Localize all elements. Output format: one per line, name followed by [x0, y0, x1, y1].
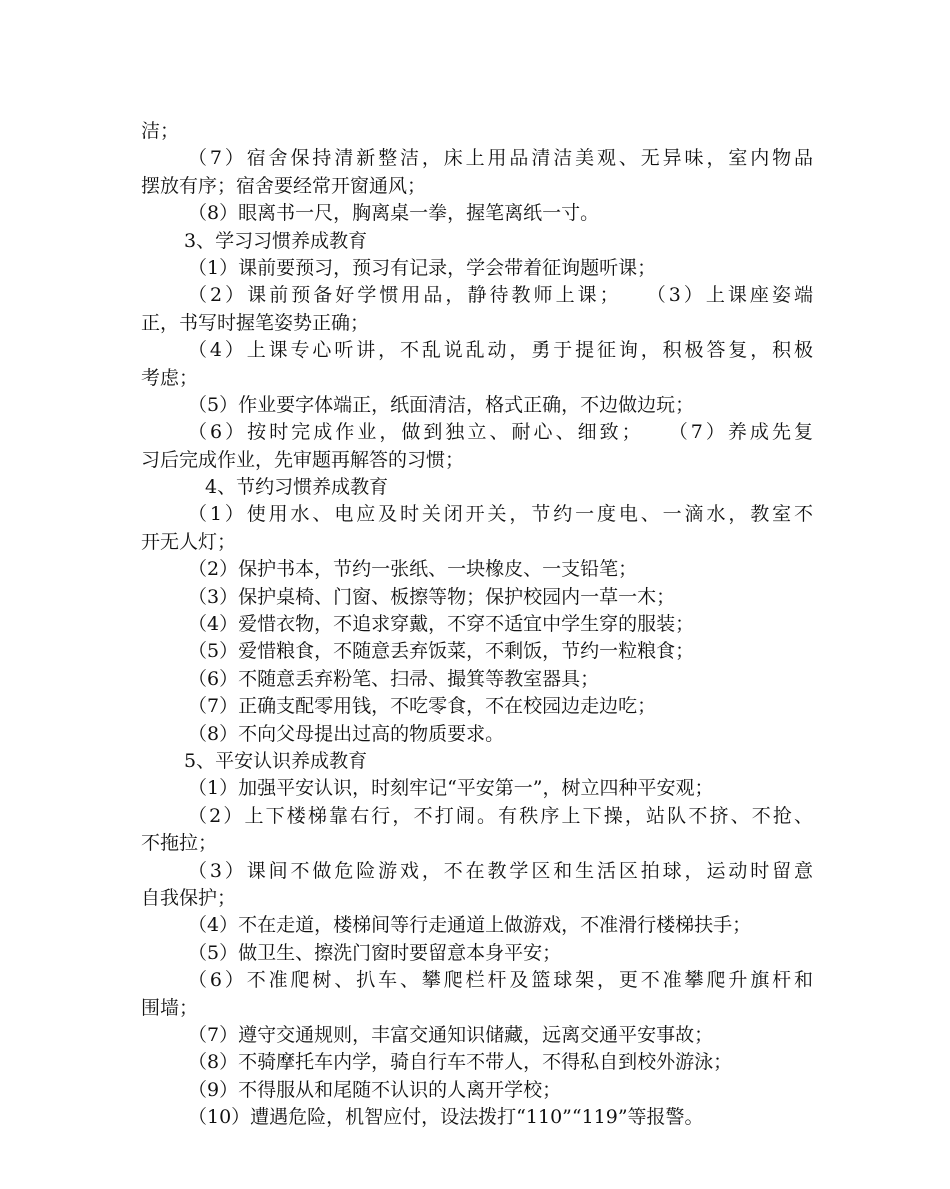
text-line: 正，书写时握笔姿势正确； [141, 311, 370, 334]
text-line: （8）不骑摩托车内学，骑自行车不带人，不得私自到校外游泳； [188, 1051, 733, 1074]
text-line: （5）做卫生、擦洗门窗时要留意本身平安； [188, 941, 562, 964]
text-line: （7）遵守交通规则，丰富交通知识储藏，远离交通平安事故； [188, 1023, 714, 1046]
document-body [141, 118, 813, 1131]
text-line: （2）保护书本，节约一张纸、一块橡皮、一支铅笔； [188, 558, 638, 581]
text-line: （6）按时完成作业，做到独立、耐心、细致； （7）养成先复 [188, 421, 813, 444]
text-line: （3）保护桌椅、门窗、板擦等物；保护校园内一草一木； [188, 585, 676, 608]
section-heading: 3、学习习惯养成教育 [184, 229, 368, 252]
text-line: （4）上课专心听讲，不乱说乱动，勇于提征询，积极答复，积极 [188, 339, 813, 362]
text-line: （7）正确支配零用钱，不吃零食，不在校园边走边吃； [188, 695, 657, 718]
text-line: （1）加强平安认识，时刻牢记“平安第一”，树立四种平安观； [188, 777, 714, 800]
text-line: （4）爱惜衣物，不追求穿戴，不穿不适宜中学生穿的服装； [188, 613, 695, 636]
text-line: （7）宿舍保持清新整洁，床上用品清洁美观、无异味，室内物品 [188, 147, 813, 170]
text-line: 洁； [141, 120, 180, 142]
section-heading: 4、节约习惯养成教育 [205, 476, 389, 499]
text-line: （6）不准爬树、扒车、攀爬栏杆及篮球架，更不准攀爬升旗杆和 [188, 969, 813, 992]
text-line: 不拖拉； [141, 832, 218, 855]
text-line: （1）课前要预习，预习有记录，学会带着征询题听课； [188, 256, 657, 279]
text-line: （5）爱惜粮食，不随意丢弃饭菜，不剩饭，节约一粒粮食； [188, 640, 695, 663]
text-line: 考虑； [141, 366, 199, 389]
text-line: （5）作业要字体端正，纸面清洁，格式正确，不边做边玩； [188, 393, 695, 416]
section-heading: 5、平安认识养成教育 [184, 749, 368, 772]
text-line: （3）课间不做危险游戏，不在教学区和生活区拍球，运动时留意 [188, 859, 813, 882]
text-line: 围墙； [141, 996, 199, 1019]
text-line: （2）上下楼梯靠右行，不打闹。有秩序上下操，站队不挤、不抢、 [188, 804, 813, 827]
text-line: （6）不随意丢弃粉笔、扫帚、撮箕等教室器具； [188, 667, 600, 690]
text-line: （4）不在走道，楼梯间等行走通道上做游戏，不准滑行楼梯扶手； [188, 914, 752, 937]
text-line: 习后完成作业，先审题再解答的习惯； [141, 448, 465, 471]
text-line: 自我保护； [141, 886, 237, 909]
text-line: （8）不向父母提出过高的物质要求。 [188, 722, 505, 745]
text-line: 开无人灯； [141, 530, 237, 553]
text-line: （1）使用水、电应及时关闭开关，节约一度电、一滴水，教室不 [188, 503, 813, 526]
text-line: （9）不得服从和尾随不认识的人离开学校； [188, 1078, 562, 1101]
text-line: （2）课前预备好学惯用品，静待教师上课； （3）上课座姿端 [188, 284, 813, 307]
text-line: （8）眼离书一尺，胸离桌一拳，握笔离纸一寸。 [188, 202, 600, 225]
text-line: （10）遭遇危险，机智应付，设法拨打“110”“119”等报警。 [188, 1106, 704, 1129]
text-line: 摆放有序；宿舍要经常开窗通风； [141, 174, 427, 197]
